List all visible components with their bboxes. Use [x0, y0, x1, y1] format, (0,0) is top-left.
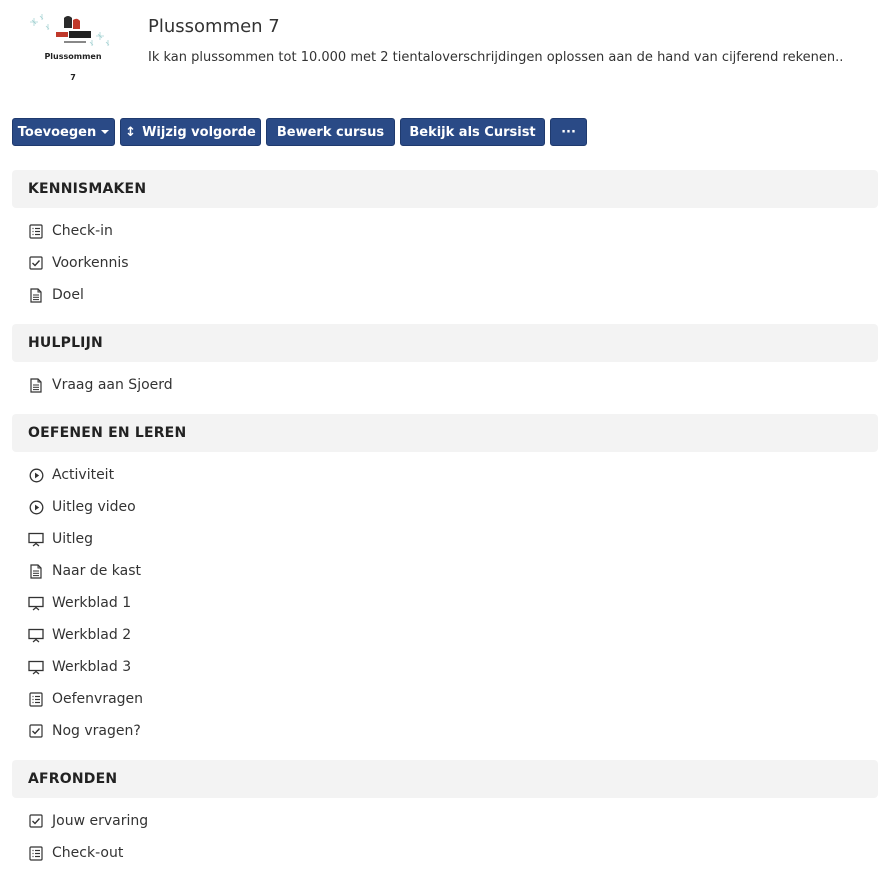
lesson-label: Jouw ervaring	[52, 813, 149, 829]
document-icon	[28, 563, 44, 579]
section-title: HULPLIJN	[28, 335, 103, 351]
lesson-item[interactable]	[28, 528, 93, 550]
section-header-kennismaken[interactable]	[12, 170, 878, 208]
edit-course-label: Bewerk cursus	[276, 124, 385, 140]
lesson-item[interactable]	[28, 656, 131, 678]
list-icon	[28, 845, 44, 861]
more-ellipsis-icon: ···	[561, 124, 576, 140]
lesson-label: Doel	[52, 287, 84, 303]
lesson-label: Uitleg video	[52, 499, 136, 515]
presentation-icon	[28, 659, 44, 675]
section-header-afronden[interactable]	[12, 760, 878, 798]
thumbnail-title: Plussommen	[44, 52, 102, 61]
document-icon	[28, 287, 44, 303]
view-as-student-button[interactable]	[400, 118, 545, 146]
course-title: Plussommen 7	[148, 16, 280, 37]
section-title: AFRONDEN	[28, 771, 118, 787]
add-dropdown-button[interactable]	[12, 118, 115, 146]
course-thumbnail	[26, 12, 120, 90]
caret-down-icon	[101, 130, 109, 134]
play-icon	[28, 467, 44, 483]
lesson-label: Vraag aan Sjoerd	[52, 377, 173, 393]
course-header	[0, 0, 890, 110]
lesson-item[interactable]	[28, 624, 131, 646]
more-options-button[interactable]	[550, 118, 587, 146]
lesson-item[interactable]	[28, 560, 141, 582]
lesson-label: Naar de kast	[52, 563, 142, 579]
presentation-icon	[28, 595, 44, 611]
lesson-item[interactable]	[28, 720, 141, 742]
list-icon	[28, 691, 44, 707]
lesson-label: Uitleg	[52, 531, 94, 547]
lesson-label: Voorkennis	[52, 255, 129, 271]
checkbox-icon	[28, 813, 44, 829]
lesson-item[interactable]	[28, 252, 129, 274]
presentation-icon	[28, 531, 44, 547]
reorder-button-label: Wijzig volgorde	[142, 124, 256, 140]
lesson-label: Werkblad 3	[52, 659, 132, 675]
lesson-item[interactable]	[28, 842, 123, 864]
edit-course-button[interactable]	[266, 118, 395, 146]
lesson-item[interactable]	[28, 592, 131, 614]
lesson-item[interactable]	[28, 284, 84, 306]
lesson-label: Werkblad 2	[52, 627, 132, 643]
lesson-item[interactable]	[28, 464, 114, 486]
list-icon	[28, 223, 44, 239]
checkbox-icon	[28, 723, 44, 739]
course-logo-image	[26, 12, 120, 52]
document-icon	[28, 377, 44, 393]
up-down-arrow-icon: ↕	[125, 124, 137, 140]
course-description: Ik kan plussommen tot 10.000 met 2 tientaloverschrijdingen oplossen aan de hand van cijferend rekenen..	[148, 50, 844, 65]
lesson-item[interactable]	[28, 220, 113, 242]
play-icon	[28, 499, 44, 515]
thumbnail-number: 7	[70, 73, 76, 82]
lesson-item[interactable]	[28, 374, 173, 396]
lesson-label: Werkblad 1	[52, 595, 132, 611]
reorder-button[interactable]	[120, 118, 261, 146]
section-header-hulplijn[interactable]	[12, 324, 878, 362]
section-title: KENNISMAKEN	[28, 181, 147, 197]
add-button-label: Toevoegen	[17, 124, 97, 140]
lesson-label: Nog vragen?	[52, 723, 141, 739]
lesson-label: Oefenvragen	[52, 691, 144, 707]
section-title: OEFENEN EN LEREN	[28, 425, 187, 441]
lesson-item[interactable]	[28, 810, 148, 832]
checkbox-icon	[28, 255, 44, 271]
lesson-item[interactable]	[28, 688, 143, 710]
lesson-label: Check-out	[52, 845, 124, 861]
section-header-oefenen-en-leren[interactable]	[12, 414, 878, 452]
lesson-label: Activiteit	[52, 467, 115, 483]
lesson-item[interactable]	[28, 496, 136, 518]
view-as-student-label: Bekijk als Cursist	[409, 124, 536, 140]
lesson-label: Check-in	[52, 223, 113, 239]
presentation-icon	[28, 627, 44, 643]
